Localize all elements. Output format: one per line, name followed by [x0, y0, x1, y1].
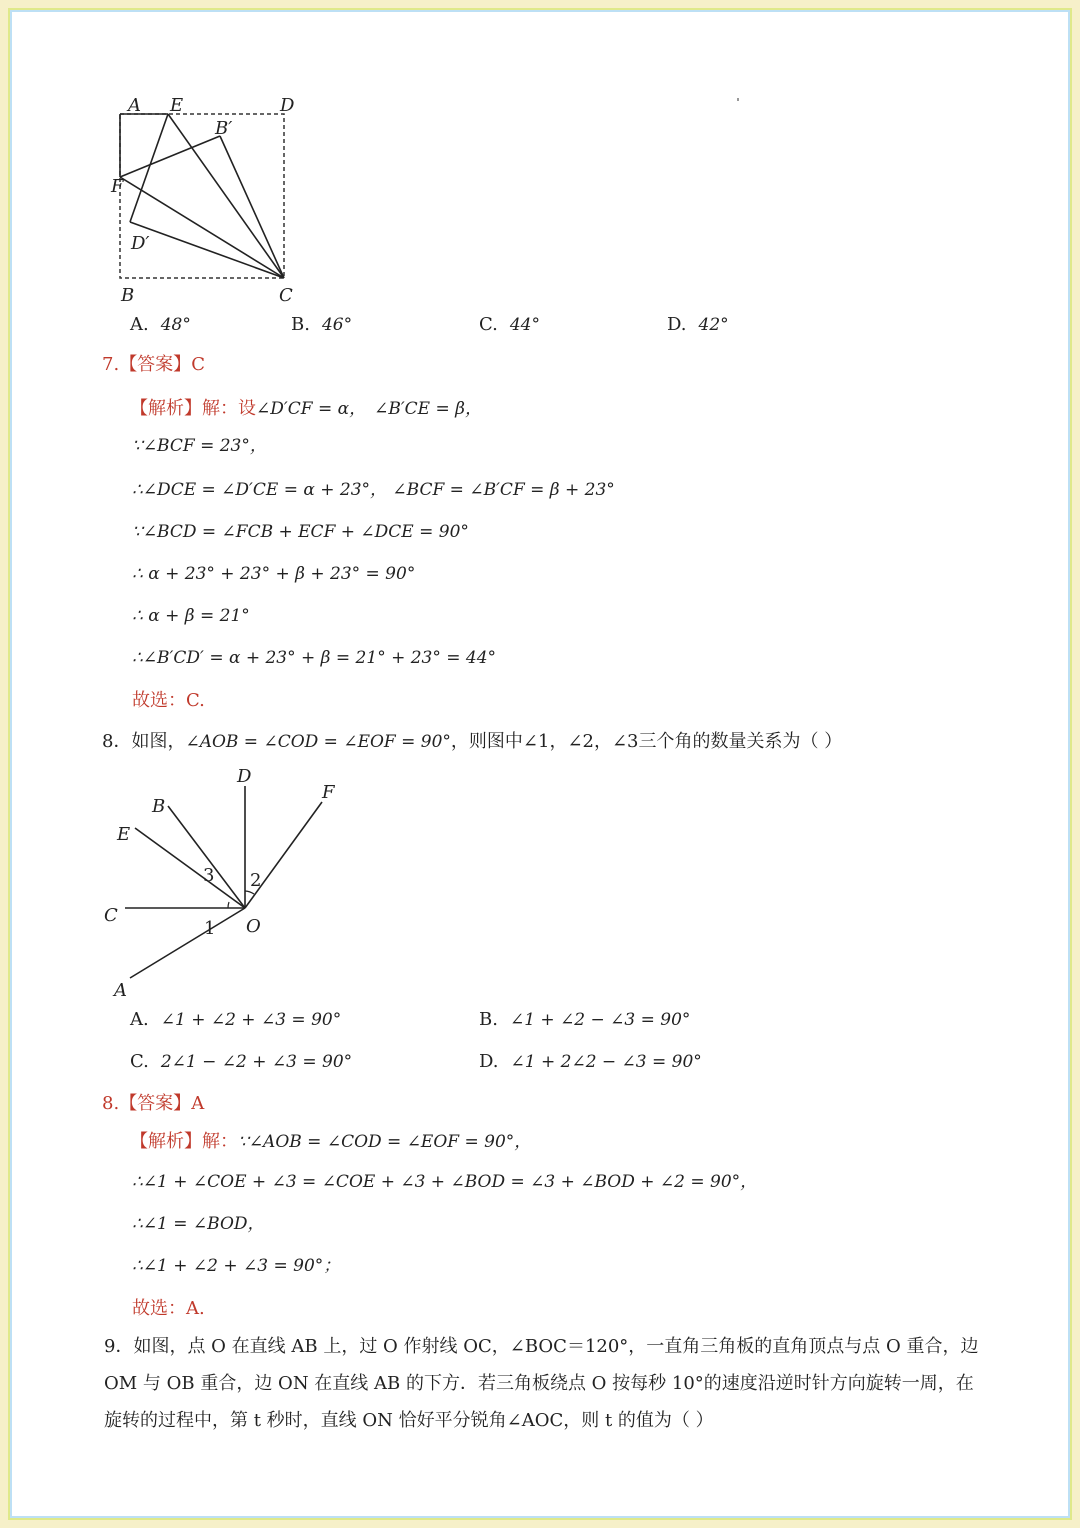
fig1-label-Bprime: B′ [215, 118, 233, 139]
fig2-label-B: B [152, 796, 166, 817]
fig2-angle-2: 2 [250, 870, 262, 891]
q7-solution-line: ∴ α + β = 21° [132, 606, 250, 626]
q8-solution-line: ∴∠1 = ∠BOD， [132, 1214, 265, 1234]
fig1-label-Dprime: D′ [131, 233, 150, 254]
q7-solution-line: ∵∠BCD = ∠FCB + ECF + ∠DCE = 90° [132, 522, 469, 542]
fig1-label-A: A [128, 95, 141, 116]
q8-solution-intro: 【解析】解：∵∠AOB = ∠COD = ∠EOF = 90°， [130, 1131, 532, 1152]
fig2-label-F: F [322, 782, 335, 803]
q8-stem: 8．如图，∠AOB = ∠COD = ∠EOF = 90°，则图中∠1，∠2，∠3三个角的数量关系为（ ） [102, 731, 843, 752]
q7-option-b[interactable]: B. 46° [291, 314, 353, 335]
fig2-label-O: O [246, 916, 261, 937]
fig1-label-F: F [111, 176, 124, 197]
q7-answer: 7.【答案】C [102, 354, 205, 375]
q8-option-a[interactable]: A. ∠1 + ∠2 + ∠3 = 90° [130, 1009, 342, 1030]
q7-solution-line: ∴∠B′CD′ = α + 23° + β = 21° + 23° = 44° [132, 648, 497, 668]
q7-option-a[interactable]: A. 48° [130, 314, 191, 335]
document-page [8, 8, 1072, 1520]
q7-solution-line: ∴∠DCE = ∠D′CE = α + 23°， ∠BCF = ∠B′CF = β + 23° [132, 480, 615, 500]
q8-option-c[interactable]: C. 2∠1 − ∠2 + ∠3 = 90° [130, 1051, 353, 1072]
fig1-label-C: C [279, 285, 293, 306]
fig1-label-E: E [170, 95, 184, 116]
q7-solution-line: ∵∠BCF = 23°， [132, 436, 267, 456]
q8-option-d[interactable]: D. ∠1 + 2∠2 − ∠3 = 90° [479, 1051, 702, 1072]
fig2-angle-3: 3 [203, 865, 215, 886]
square-fold-figure [100, 94, 320, 309]
fig1-label-B: B [121, 285, 135, 306]
q8-solution-line: ∴∠1 + ∠COE + ∠3 = ∠COE + ∠3 + ∠BOD = ∠3 + ∠BOD + ∠2 = 90°， [132, 1172, 758, 1192]
q8-solution-line: ∴∠1 + ∠2 + ∠3 = 90°； [132, 1256, 341, 1276]
q7-option-d[interactable]: D. 42° [667, 314, 729, 335]
fig2-label-D: D [237, 766, 252, 787]
fig1-label-D: D [280, 95, 295, 116]
stray-mark [737, 98, 739, 101]
q7-option-c[interactable]: C. 44° [479, 314, 540, 335]
q7-solution-line: ∴ α + 23° + 23° + β + 23° = 90° [132, 564, 416, 584]
q7-conclusion: 故选：C. [132, 690, 205, 711]
q9-stem: 9．如图，点 O 在直线 AB 上，过 O 作射线 OC，∠BOC＝120°，一直角三角板的直角顶点与点 O 重合，边 OM 与 OB 重合，边 ON 在直线 AB 的下方．若三角板绕点 O 按每秒 10°的速度沿逆时针方向旋转一周，在旋转的过程中，第 t 秒时，直线 ON 恰好平分锐角∠AOC，则 t 的值为（ ） [104, 1336, 979, 1431]
q8-option-b[interactable]: B. ∠1 + ∠2 − ∠3 = 90° [479, 1009, 691, 1030]
q8-conclusion: 故选：A. [132, 1298, 205, 1319]
fig2-angle-1: 1 [204, 918, 216, 939]
fig2-label-C: C [104, 905, 118, 926]
fig2-label-E: E [117, 824, 131, 845]
angle-rays-figure [100, 766, 370, 998]
q8-answer: 8.【答案】A [102, 1093, 205, 1114]
fig2-label-A: A [114, 980, 127, 998]
q7-solution-intro: 【解析】解：设∠D′CF = α， ∠B′CE = β， [130, 398, 482, 419]
